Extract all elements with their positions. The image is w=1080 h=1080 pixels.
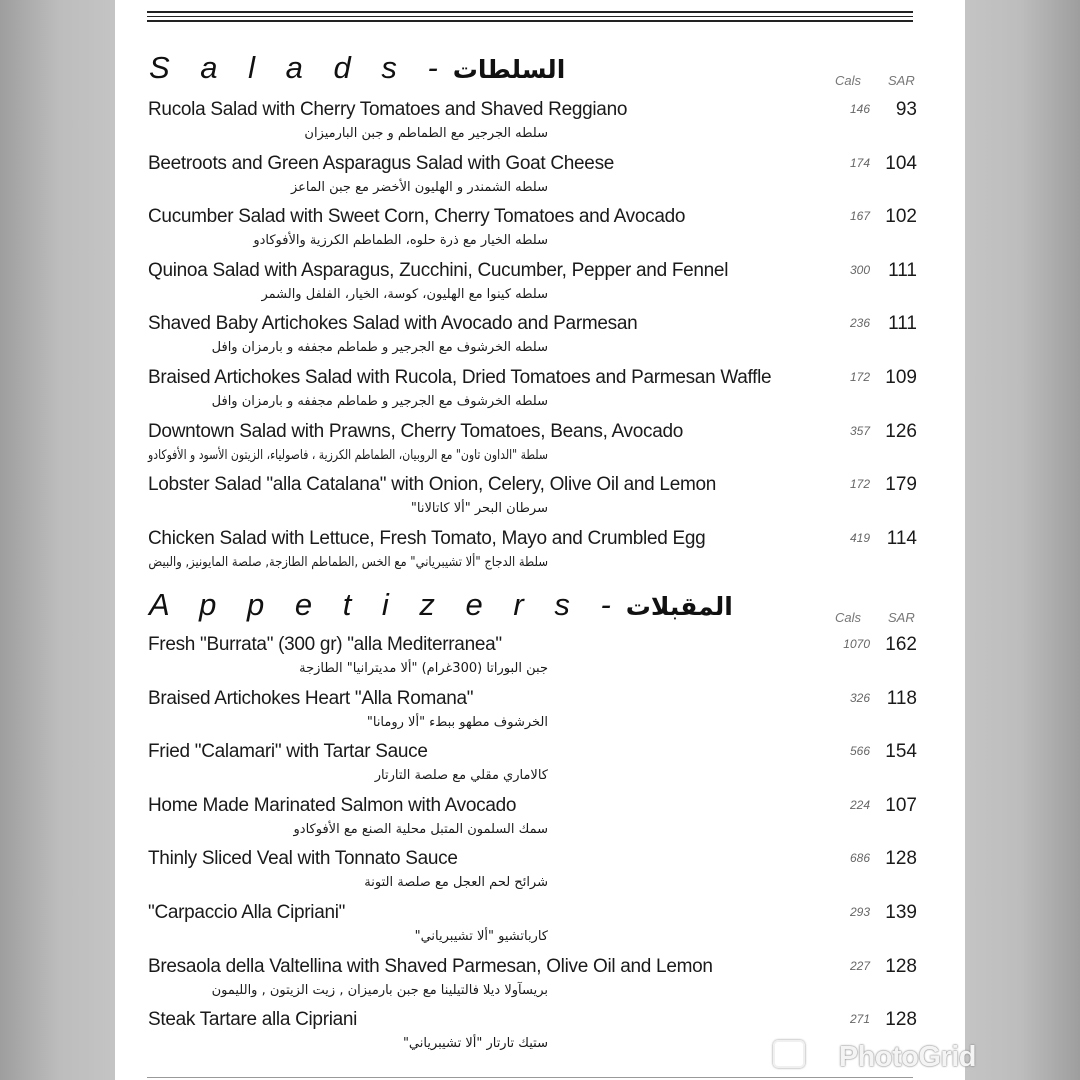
photogrid-logo-icon	[773, 1040, 805, 1068]
item-name: "Carpaccio Alla Cipriani"	[148, 902, 346, 923]
item-name: Cucumber Salad with Sweet Corn, Cherry Tomatoes and Avocado	[148, 206, 686, 228]
item-calories: 293	[849, 905, 870, 919]
item-name-ar: سلطة الدجاج "ألا تشيبرياني" مع الخس ,الطماطم الطازجة, صلصة المايونيز, والبيض	[148, 554, 548, 570]
item-price: 109	[885, 367, 917, 388]
photogrid-watermark: PhotoGrid	[838, 1041, 976, 1073]
item-name-ar: الخرشوف مطهو ببطء "ألا رومانا"	[366, 714, 548, 730]
menu-item	[115, 634, 965, 687]
item-calories: 167	[849, 209, 870, 224]
item-name: Home Made Marinated Salmon with Avocado	[148, 794, 517, 816]
item-name-ar: ستيك تارتار "ألا تشيبرياني"	[402, 1036, 548, 1052]
menu-item	[115, 153, 965, 206]
appetizers-title-ar: المقبلات	[625, 592, 733, 621]
appetizers-sar-header: SAR	[888, 610, 915, 625]
appetizers-cals-header: Cals	[835, 610, 862, 625]
menu-item	[115, 313, 965, 366]
salads-title-ar: السلطات	[452, 55, 566, 84]
item-price: 139	[885, 902, 917, 923]
item-name-ar: كارباتشيو "ألا تشيبرياني"	[414, 929, 548, 944]
item-name: Downtown Salad with Prawns, Cherry Tomatoes, Beans, Avocado	[148, 420, 683, 442]
item-calories: 174	[849, 155, 870, 170]
menu-item	[115, 99, 965, 152]
item-name: Bresaola della Valtellina with Shaved Parmesan, Olive Oil and Lemon	[148, 955, 713, 977]
item-price: 93	[895, 99, 917, 120]
item-name-ar: سرطان البحر "ألا كاتالانا"	[410, 501, 548, 517]
menu-item	[115, 474, 965, 527]
bottom-rule	[147, 1077, 913, 1078]
menu-item	[115, 848, 965, 901]
item-name: Chicken Salad with Lettuce, Fresh Tomato, Mayo and Crumbled Egg	[148, 527, 706, 549]
item-name: Fried "Calamari" with Tartar Sauce	[148, 741, 428, 763]
item-name-ar: سلطه الخرشوف مع الجرجير و طماطم مجففه و بارمزان وافل	[211, 394, 548, 409]
menu-item	[115, 956, 965, 1009]
menu-item	[115, 741, 965, 794]
item-price: 162	[885, 634, 917, 655]
top-rule	[147, 16, 913, 17]
item-name: Beetroots and Green Asparagus Salad with Goat Cheese	[148, 152, 615, 174]
menu-page	[115, 0, 965, 1080]
item-name: Lobster Salad "alla Catalana" with Onion, Celery, Olive Oil and Lemon	[148, 474, 717, 496]
item-calories: 224	[849, 797, 870, 812]
item-price: 111	[888, 259, 917, 281]
top-rule	[147, 11, 913, 13]
menu-item	[115, 1009, 965, 1062]
salads-cals-header: Cals	[835, 73, 862, 88]
item-calories: 1070	[843, 637, 870, 651]
item-name: Shaved Baby Artichokes Salad with Avocado and Parmesan	[148, 313, 638, 335]
item-calories: 357	[849, 423, 870, 438]
menu-item	[115, 367, 965, 420]
item-calories: 271	[849, 1012, 870, 1027]
item-price: 114	[886, 527, 917, 549]
item-price: 128	[885, 848, 917, 870]
menu-item	[115, 206, 965, 259]
top-rule	[147, 20, 913, 22]
menu-item	[115, 688, 965, 741]
item-price: 104	[885, 152, 917, 174]
item-name-ar: سلطه الجرجير مع الطماطم و جبن البارميزان	[304, 126, 548, 141]
item-name-ar: جبن البوراتا (300غرام) "ألا مديترانيا" الطازجة	[299, 661, 548, 676]
item-calories: 227	[849, 958, 870, 973]
item-price: 128	[885, 1009, 917, 1031]
item-name-ar: بريسآولا ديلا فالتيلينا مع جبن بارميزان , زيت الزيتون , والليمون	[211, 982, 548, 998]
item-price: 179	[885, 474, 917, 496]
menu-item	[115, 795, 965, 848]
item-name-ar: سلطه الخيار مع ذرة حلوه، الطماطم الكرزية والأفوكادو	[253, 233, 548, 249]
item-name-ar: سلطة "الداون تاون" مع الروبيان، الطماطم الكرزية ، فاصولياء، الزيتون الأسود و الأفوكادو	[148, 447, 548, 463]
item-name: Fresh "Burrata" (300 gr) "alla Mediterranea"	[148, 634, 502, 655]
item-calories: 236	[849, 316, 870, 331]
item-price: 128	[885, 955, 917, 977]
menu-item	[115, 902, 965, 955]
item-name-ar: كالاماري مقلي مع صلصة التارتار	[374, 768, 548, 784]
item-name: Braised Artichokes Heart "Alla Romana"	[148, 687, 474, 709]
item-name: Steak Tartare alla Cipriani	[148, 1009, 358, 1031]
item-name-ar: سلطه الخرشوف مع الجرجير و طماطم مجففه و بارمزان وافل	[211, 340, 548, 356]
menu-item	[115, 421, 965, 474]
item-calories: 172	[849, 477, 870, 492]
menu-item	[115, 260, 965, 313]
menu-item	[115, 528, 965, 581]
item-price: 102	[885, 206, 917, 228]
item-name: Braised Artichokes Salad with Rucola, Dried Tomatoes and Parmesan Waffle	[148, 367, 772, 388]
item-name: Thinly Sliced Veal with Tonnato Sauce	[148, 848, 458, 870]
item-price: 107	[885, 794, 917, 816]
item-name-ar: شرائح لحم العجل مع صلصة التونة	[364, 875, 548, 891]
item-name-ar: سلطه كينوا مع الهليون، كوسة، الخيار، الفلفل والشمر	[261, 286, 548, 302]
salads-sar-header: SAR	[888, 73, 915, 88]
item-calories: 172	[849, 370, 870, 384]
item-price: 118	[886, 687, 917, 709]
item-price: 154	[885, 741, 917, 763]
item-calories: 146	[849, 102, 870, 116]
appetizers-title: A p p e t i z e r s - المقبلات	[149, 587, 733, 622]
item-price: 111	[888, 313, 917, 335]
item-calories: 300	[849, 262, 870, 277]
item-calories: 326	[849, 690, 870, 705]
item-name: Quinoa Salad with Asparagus, Zucchini, Cucumber, Pepper and Fennel	[148, 259, 729, 281]
item-name: Rucola Salad with Cherry Tomatoes and Shaved Reggiano	[148, 99, 628, 120]
item-calories: 686	[849, 851, 870, 866]
item-price: 126	[885, 420, 917, 442]
item-name-ar: سلطه الشمندر و الهليون الأخضر مع جبن الماعز	[290, 179, 548, 195]
salads-title: S a l a d s - السلطات	[149, 50, 566, 85]
item-calories: 419	[849, 530, 870, 545]
item-calories: 566	[849, 744, 870, 759]
item-name-ar: سمك السلمون المتبل محلية الصنع مع الأفوكادو	[293, 821, 548, 837]
